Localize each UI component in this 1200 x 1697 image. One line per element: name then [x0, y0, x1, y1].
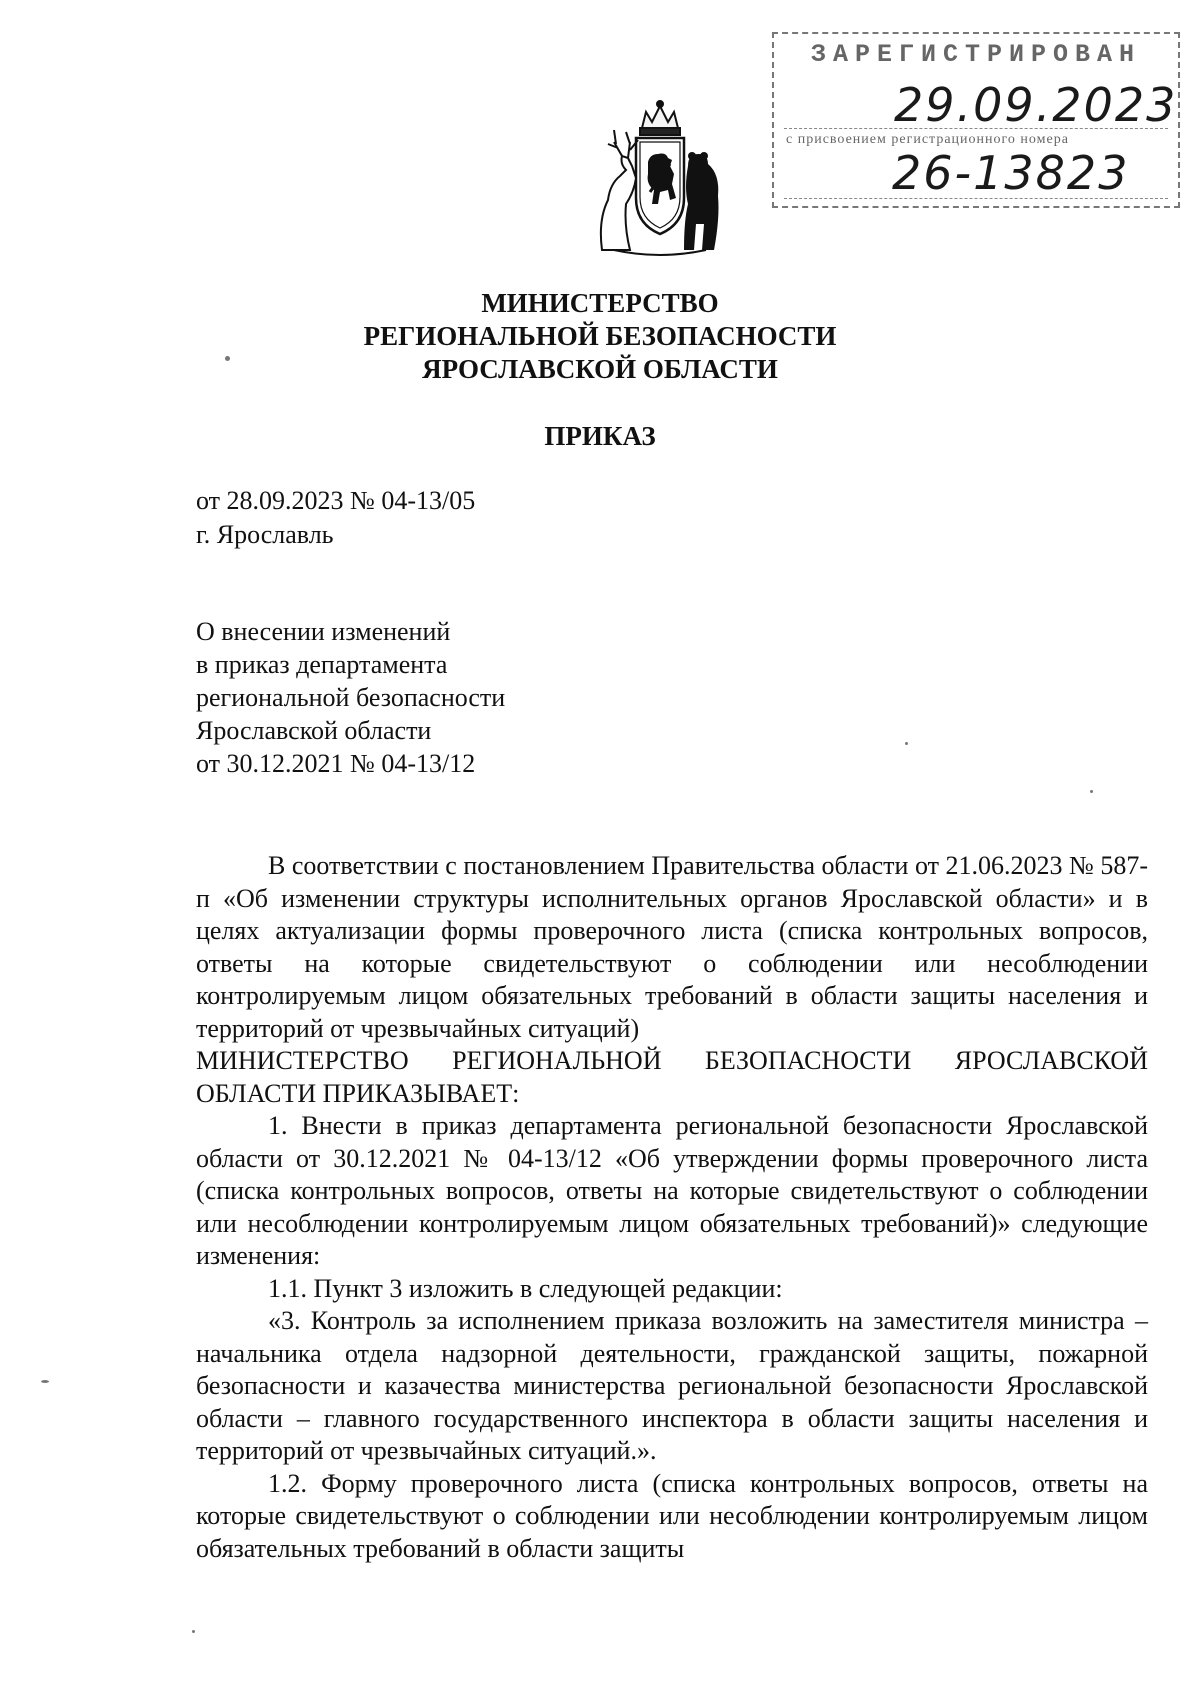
subject-line: региональной безопасности [196, 683, 506, 712]
ministry-heading [0, 287, 1200, 386]
subject-line: в приказ департамента [196, 650, 448, 679]
document-type-title: ПРИКАЗ [544, 421, 656, 451]
scan-speck [225, 356, 230, 361]
ministry-heading-line: ЯРОСЛАВСКОЙ ОБЛАСТИ [422, 354, 778, 384]
stamp-divider [784, 198, 1168, 199]
item-1-paragraph: 1. Внести в приказ департамента региональной безопасности Ярославской области от 30.12.2021 № 04-13/12 «Об утверждении формы проверочного листа (списка контрольных вопросов, ответы на которые свидетельствуют о соблюдении или несоблюдении контролируемым лицом обязательных требований)» следующие изменения: [196, 1111, 1148, 1270]
ministry-heading-line: МИНИСТЕРСТВО [481, 288, 719, 318]
item-1-2-paragraph: 1.2. Форму проверочного листа (списка контрольных вопросов, ответы на которые свидетельствуют о соблюдении или несоблюдении контролируемым лицом обязательных требований в области защиты [196, 1468, 1148, 1563]
stamp-number: 26-13823 [892, 146, 1130, 200]
stamp-caption: с присвоением регистрационного номера [786, 132, 1069, 147]
stamp-title: ЗАРЕГИСТРИРОВАН [810, 40, 1142, 69]
order-meta [196, 484, 475, 552]
scan-speck [41, 1380, 49, 1383]
order-city: г. Ярославль [196, 520, 334, 549]
registration-stamp [772, 32, 1180, 208]
preamble-paragraph: В соответствии с постановлением Правительства области от 21.06.2023 № 587-п «Об изменении структуры исполнительных органов Ярославской области» и в целях актуализации формы проверочного листа (списка контрольных вопросов, ответы на которые свидетельствуют о соблюдении или несоблюдении контролируемым лицом обязательных требований в области защиты населения и территорий от чрезвычайных ситуаций) [196, 851, 1148, 1043]
decree-paragraph: МИНИСТЕРСТВО РЕГИОНАЛЬНОЙ БЕЗОПАСНОСТИ ЯРОСЛАВСКОЙ ОБЛАСТИ ПРИКАЗЫВАЕТ: [196, 1046, 1148, 1108]
ministry-heading-line: РЕГИОНАЛЬНОЙ БЕЗОПАСНОСТИ [363, 321, 837, 351]
subject-line: О внесении изменений [196, 617, 451, 646]
stamp-divider [784, 128, 1168, 129]
scan-speck [905, 742, 908, 745]
subject-line: от 30.12.2021 № 04-13/12 [196, 749, 476, 778]
scan-speck [192, 1630, 195, 1633]
scan-speck [1090, 790, 1093, 793]
stamp-date: 29.09.2023 [894, 78, 1178, 132]
order-date-number: от 28.09.2023 № 04-13/05 [196, 486, 476, 515]
order-subject [196, 615, 505, 780]
yaroslavl-coat-of-arms-icon [580, 100, 740, 260]
subject-line: Ярославской области [196, 716, 432, 745]
item-1-1-paragraph: 1.1. Пункт 3 изложить в следующей редакции: [268, 1273, 783, 1303]
item-1-1-text-paragraph: «3. Контроль за исполнением приказа возложить на заместителя министра – начальника отдела надзорной деятельности, гражданской защиты, пожарной безопасности и казачества министерства региональной безопасности Ярославской области – главного государственного инспектора в области защиты населения и территорий от чрезвычайных ситуаций.». [196, 1306, 1148, 1465]
order-body [196, 850, 1148, 1565]
